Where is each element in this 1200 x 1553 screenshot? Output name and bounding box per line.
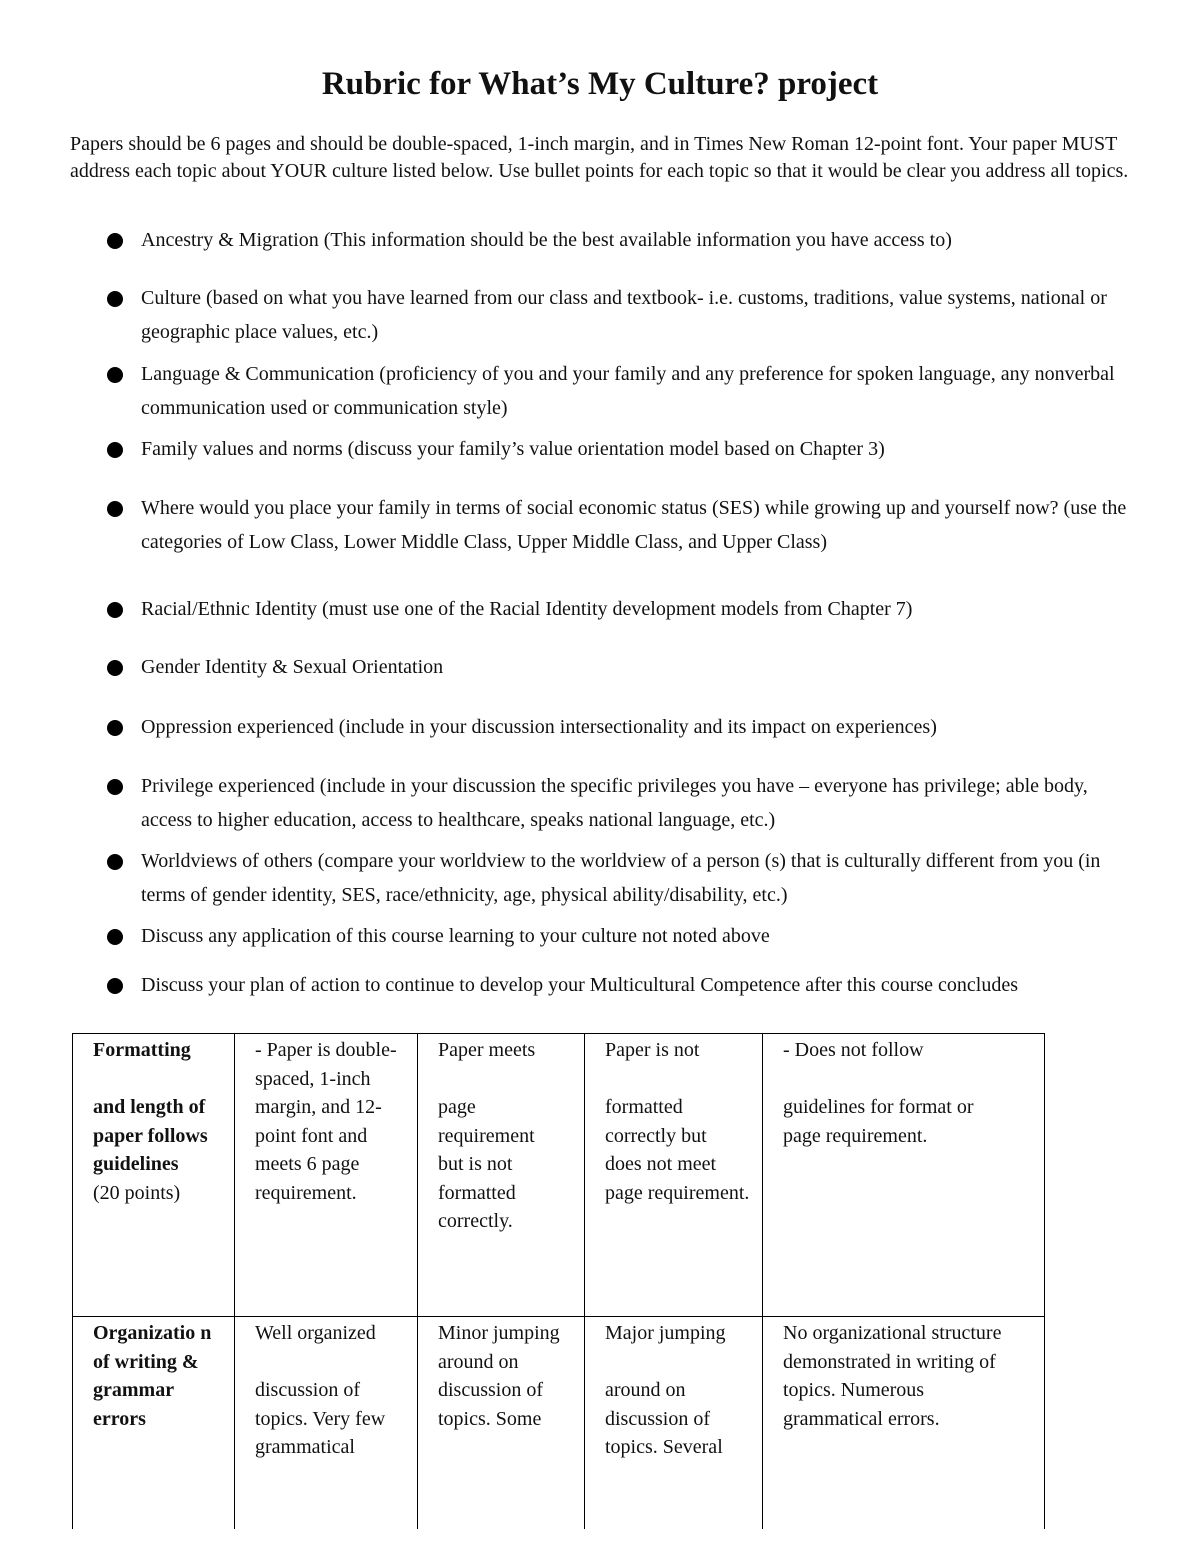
list-item: Racial/Ethnic Identity (must use one of the Racial Identity development models from Chapter 7): [106, 592, 1106, 626]
list-item: Language & Communication (proficiency of you and your family and any preference for spoken language, any nonverbal communication used or communication style): [106, 357, 1106, 425]
list-item: Worldviews of others (compare your worldview to the worldview of a person (s) that is culturally different from you (in terms of gender identity, SES, race/ethnicity, age, physical ability/disability, etc.): [106, 844, 1106, 912]
points-label: (20 points): [93, 1181, 181, 1204]
list-item: Gender Identity & Sexual Orientation: [106, 650, 1106, 684]
bullet-icon: [107, 367, 123, 383]
list-item: Discuss your plan of action to continue to develop your Multicultural Competence after this course concludes: [106, 968, 1106, 1002]
bullet-icon: [107, 291, 123, 307]
level-cell: - Does not follow guidelines for format or page requirement.: [763, 1034, 1045, 1317]
level-cell: No organizational structure demonstrated in writing of topics. Numerous grammatical errors.: [763, 1317, 1045, 1530]
level-cell: Paper is not formatted correctly but does not meet page requirement.: [585, 1034, 763, 1317]
list-item: Oppression experienced (include in your discussion intersectionality and its impact on experiences): [106, 710, 1106, 744]
list-item: Privilege experienced (include in your discussion the specific privileges you have – everyone has privilege; able body, access to higher education, access to healthcare, speaks national language, etc.): [106, 769, 1106, 837]
level-cell: - Paper is double- spaced, 1-inch margin, and 12- point font and meets 6 page requirement.: [235, 1034, 418, 1317]
rubric-table: [72, 1033, 1045, 1529]
level-cell: Minor jumping around on discussion of topics. Some: [418, 1317, 585, 1530]
bullet-icon: [107, 501, 123, 517]
bullet-icon: [107, 978, 123, 994]
list-item: Family values and norms (discuss your family’s value orientation model based on Chapter 3): [106, 432, 1106, 466]
bullet-icon: [107, 602, 123, 618]
criterion-cell: Organizatio n of writing & grammar errors: [73, 1317, 235, 1530]
bullet-icon: [107, 660, 123, 676]
intro-paragraph: Papers should be 6 pages and should be double-spaced, 1-inch margin, and in Times New Roman 12-point font. Your paper MUST address each topic about YOUR culture listed below. Use bullet points for each topic so that it would be clear you address all topics.: [70, 133, 1129, 182]
bullet-icon: [107, 929, 123, 945]
bullet-icon: [107, 779, 123, 795]
list-item: Where would you place your family in terms of social economic status (SES) while growing up and yourself now? (use the categories of Low Class, Lower Middle Class, Upper Middle Class, and Upper Class): [106, 491, 1106, 559]
bullet-icon: [107, 442, 123, 458]
table-row: [73, 1317, 1045, 1530]
bullet-icon: [107, 720, 123, 736]
list-item: Culture (based on what you have learned from our class and textbook- i.e. customs, traditions, value systems, national or geographic place values, etc.): [106, 281, 1106, 349]
bullet-icon: [107, 854, 123, 870]
level-cell: Major jumping around on discussion of topics. Several: [585, 1317, 763, 1530]
level-cell: Well organized discussion of topics. Very few grammatical: [235, 1317, 418, 1530]
list-item: Discuss any application of this course learning to your culture not noted above: [106, 919, 1106, 953]
table-row: [73, 1034, 1045, 1317]
page-title: Rubric for What’s My Culture? project: [321, 66, 879, 102]
level-cell: Paper meets page requirement but is not formatted correctly.: [418, 1034, 585, 1317]
list-item: Ancestry & Migration (This information should be the best available information you have access to): [106, 223, 1106, 257]
bullet-icon: [107, 233, 123, 249]
criterion-cell: Formatting and length of paper follows guidelines (20 points): [73, 1034, 235, 1317]
